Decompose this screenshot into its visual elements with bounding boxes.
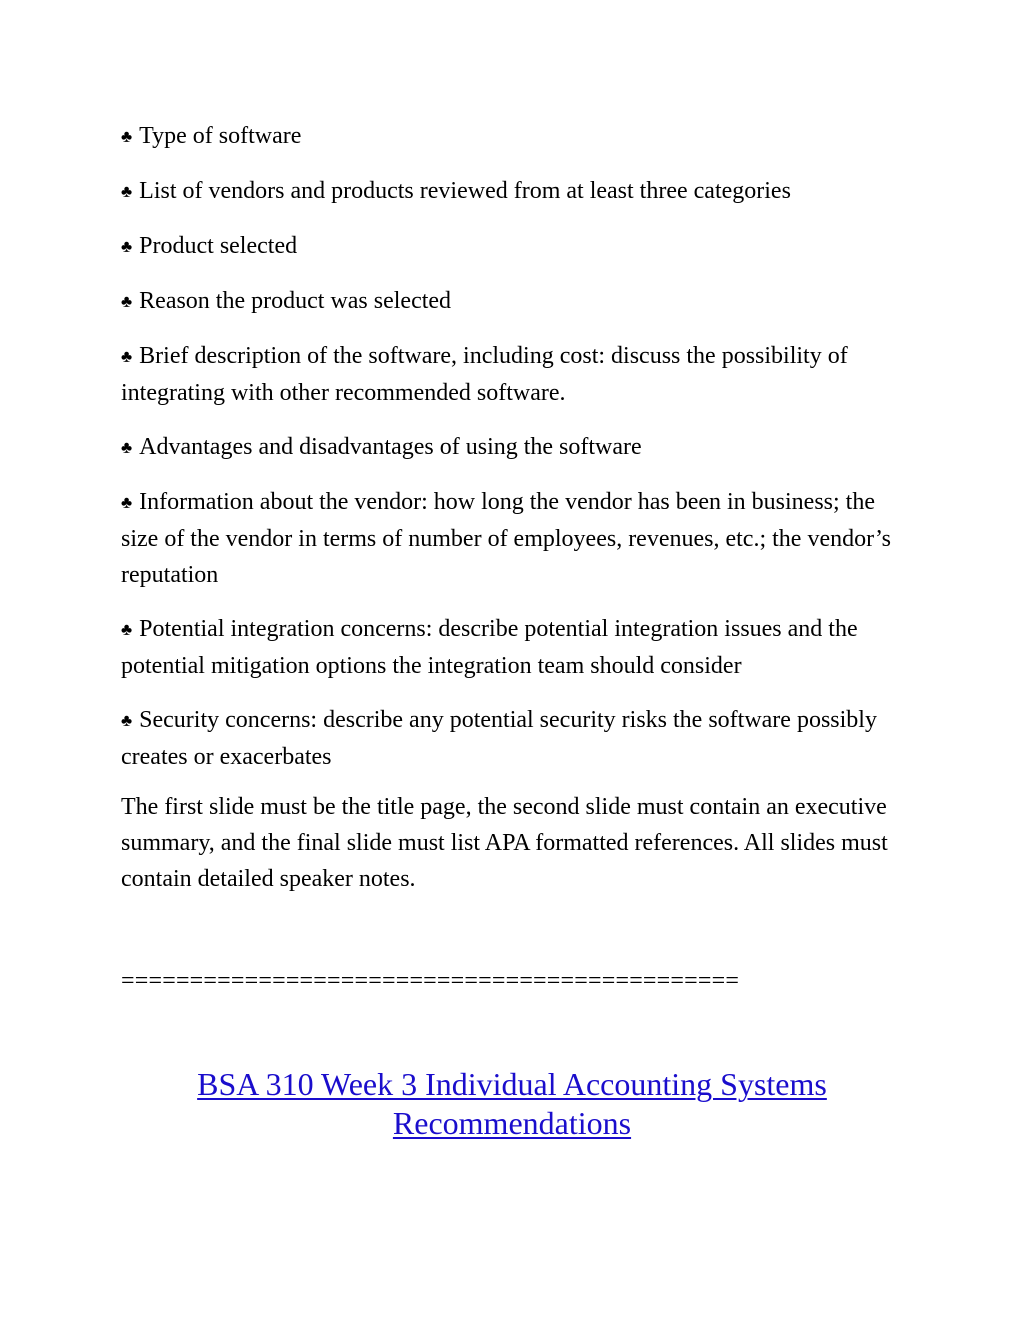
club-icon: ♣ (121, 237, 133, 256)
list-item-text: Product selected (139, 233, 298, 259)
club-icon: ♣ (121, 711, 133, 730)
list-item-text: Reason the product was selected (139, 288, 452, 314)
club-icon: ♣ (121, 620, 133, 639)
course-link-line1: BSA 310 Week 3 Individual Accounting Systems (197, 1066, 827, 1102)
list-item (121, 338, 911, 411)
course-link[interactable] (197, 1066, 827, 1141)
list-item-text: Brief description of the software, including cost: discuss the possibility of integrating with other recommended software. (121, 343, 848, 406)
list-item (121, 429, 911, 466)
club-icon: ♣ (121, 182, 133, 201)
instructions-paragraph: The first slide must be the title page, the second slide must contain an executive summary, and the final slide must list APA formatted references. All slides must contain detailed speaker notes. (121, 794, 888, 892)
list-item-text: Potential integration concerns: describe potential integration issues and the potential mitigation options the integration team should consider (121, 616, 858, 679)
club-icon: ♣ (121, 292, 133, 311)
list-item (121, 611, 911, 684)
list-item (121, 228, 911, 265)
list-item (121, 702, 911, 775)
requirements-list (121, 118, 911, 775)
list-item (121, 118, 911, 155)
club-icon: ♣ (121, 438, 133, 457)
list-item-text: Advantages and disadvantages of using the software (139, 434, 642, 460)
course-link-title (0, 1065, 1024, 1143)
club-icon: ♣ (121, 127, 133, 146)
list-item (121, 173, 911, 210)
list-item (121, 484, 911, 593)
course-link-line2: Recommendations (392, 1105, 632, 1141)
document-body (121, 118, 911, 999)
list-item-text: List of vendors and products reviewed from at least three categories (139, 178, 791, 204)
list-item-text: Information about the vendor: how long the vendor has been in business; the size of the vendor in terms of number of employees, revenues, etc.; the vendor’s reputation (121, 489, 891, 588)
list-item (121, 283, 911, 320)
club-icon: ♣ (121, 347, 133, 366)
list-item-text: Type of software (139, 123, 302, 149)
club-icon: ♣ (121, 493, 133, 512)
list-item-text: Security concerns: describe any potential security risks the software possibly creates or exacerbates (121, 707, 877, 770)
divider-line: ============================================= (121, 968, 740, 994)
